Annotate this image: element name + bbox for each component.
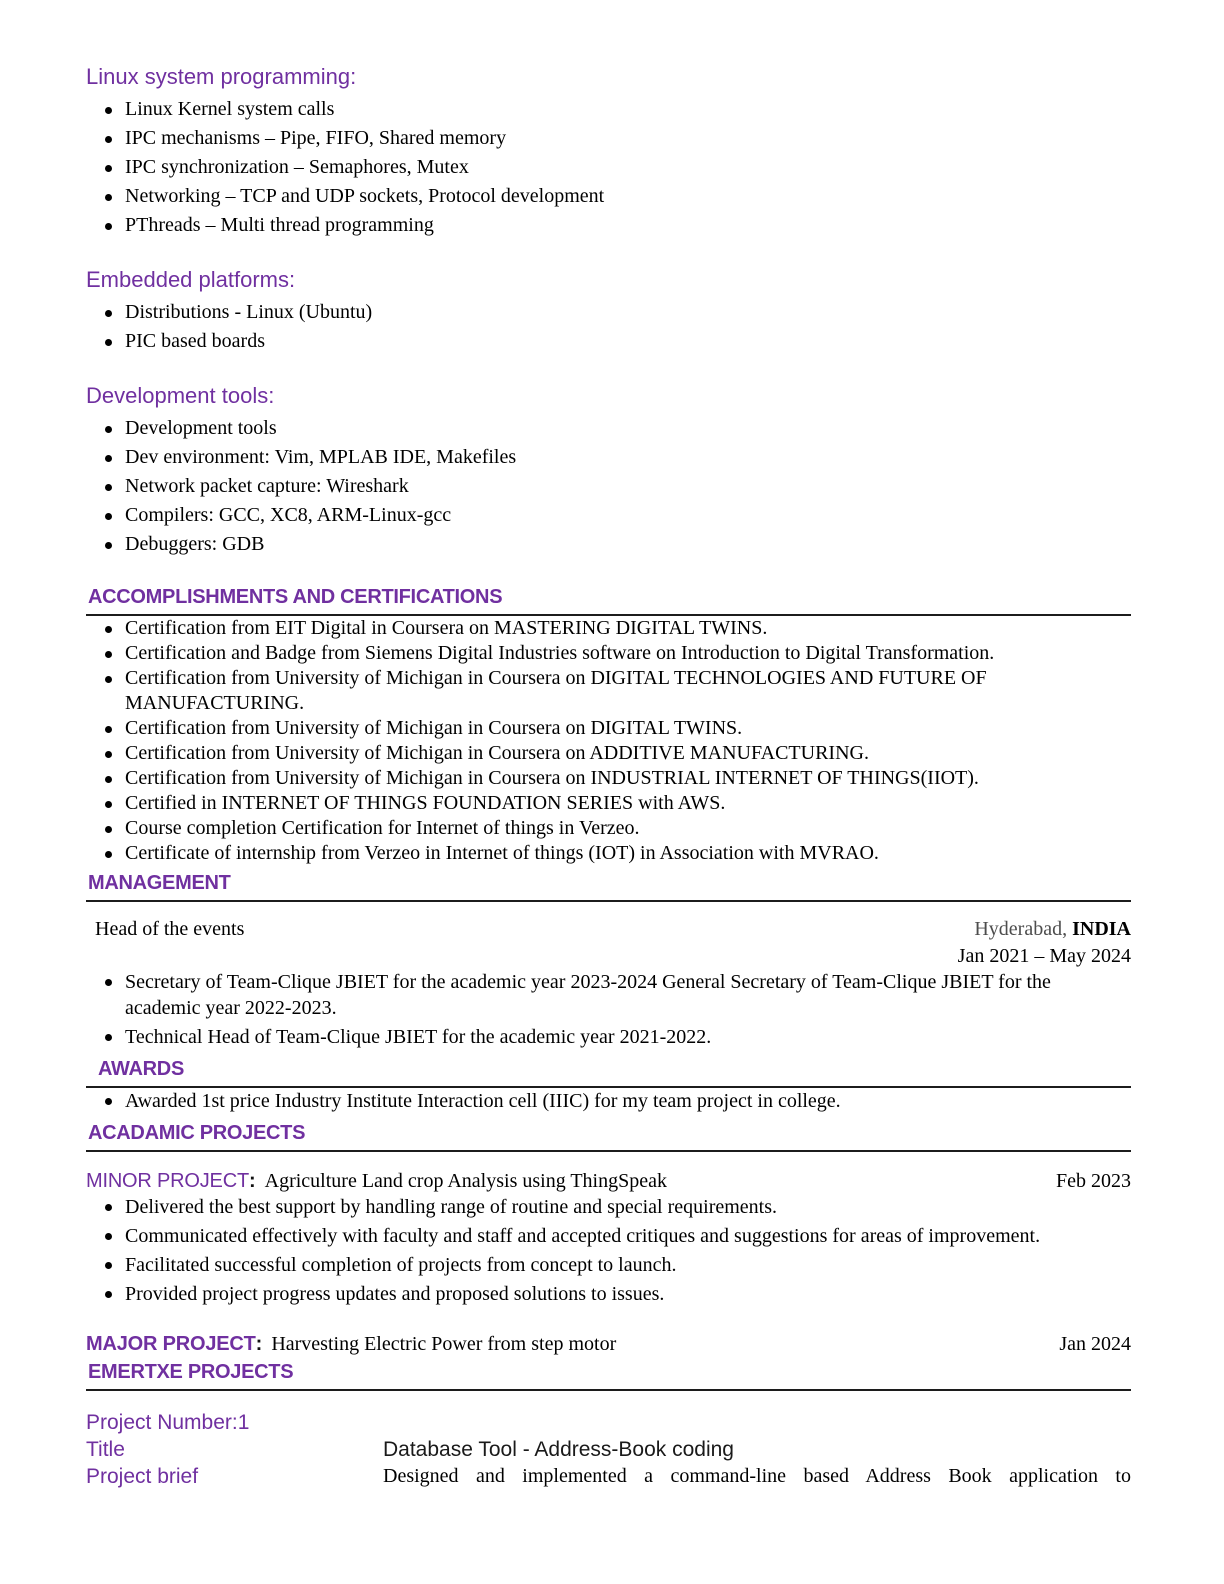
awards-section bbox=[86, 1058, 1131, 1114]
list-item: Debuggers: GDB bbox=[96, 532, 1131, 556]
list-item: Communicated effectively with faculty and staff and accepted critiques and suggestions for areas of improvement. bbox=[96, 1223, 1131, 1249]
skill-group-embedded bbox=[86, 267, 1131, 353]
list-item: Technical Head of Team-Clique JBIET for the academic year 2021-2022. bbox=[96, 1024, 1131, 1050]
minor-project-row bbox=[86, 1168, 1131, 1194]
minor-project-colon: : bbox=[248, 1170, 256, 1192]
awards-list bbox=[86, 1088, 1131, 1114]
section-header-emertxe-projects: EMERTXE PROJECTS bbox=[86, 1361, 1131, 1391]
skill-list bbox=[86, 416, 1131, 556]
minor-project-list bbox=[86, 1194, 1131, 1307]
skills-section bbox=[86, 64, 1131, 556]
skill-group-heading: Linux system programming: bbox=[86, 64, 357, 89]
management-location bbox=[974, 916, 1131, 942]
list-item: Secretary of Team-Clique JBIET for the academic year 2023-2024 General Secretary of Team-Clique JBIET for the academic year 2022-2023. bbox=[96, 969, 1131, 1021]
list-item: Certified in INTERNET OF THINGS FOUNDATION SERIES with AWS. bbox=[96, 791, 1131, 816]
skill-group-heading: Embedded platforms: bbox=[86, 267, 296, 292]
list-item: Delivered the best support by handling range of routine and special requirements. bbox=[96, 1194, 1131, 1220]
project-title-row bbox=[86, 1438, 1131, 1462]
section-header-accomplishments: ACCOMPLISHMENTS AND CERTIFICATIONS bbox=[86, 586, 1131, 616]
list-item: PThreads – Multi thread programming bbox=[96, 213, 1131, 237]
major-project-row bbox=[86, 1331, 1131, 1357]
project-brief-row bbox=[86, 1465, 1131, 1489]
list-item: IPC synchronization – Semaphores, Mutex bbox=[96, 155, 1131, 179]
list-item: Facilitated successful completion of projects from concept to launch. bbox=[96, 1252, 1131, 1278]
list-item: Certification from University of Michigan in Coursera on DIGITAL TECHNOLOGIES AND FUTURE OF MANUFACTURING. bbox=[96, 666, 1131, 716]
project-number: Project Number:1 bbox=[86, 1411, 250, 1434]
skill-group-heading: Development tools: bbox=[86, 383, 275, 408]
project-title-value: Database Tool - Address-Book coding bbox=[383, 1438, 734, 1461]
list-item: IPC mechanisms – Pipe, FIFO, Shared memory bbox=[96, 126, 1131, 150]
list-item: Networking – TCP and UDP sockets, Protocol development bbox=[96, 184, 1131, 208]
management-section bbox=[86, 872, 1131, 1050]
project-brief-value: Designed and implemented a command-line based Address Book application to bbox=[383, 1465, 1131, 1487]
management-list bbox=[86, 969, 1131, 1050]
minor-project-date: Feb 2023 bbox=[1056, 1170, 1131, 1192]
management-role: Head of the events bbox=[95, 918, 245, 940]
section-header-awards: AWARDS bbox=[86, 1058, 1131, 1088]
list-item: Compilers: GCC, XC8, ARM-Linux-gcc bbox=[96, 503, 1131, 527]
management-dates: Jan 2021 – May 2024 bbox=[957, 945, 1131, 967]
list-item: Linux Kernel system calls bbox=[96, 97, 1131, 121]
academic-projects-section bbox=[86, 1122, 1131, 1357]
management-city: Hyderabad, bbox=[974, 918, 1068, 940]
list-item: Network packet capture: Wireshark bbox=[96, 474, 1131, 498]
list-item: Development tools bbox=[96, 416, 1131, 440]
management-role-row bbox=[86, 916, 1131, 942]
project-title-label: Title bbox=[86, 1438, 125, 1461]
list-item: Certification and Badge from Siemens Digital Industries software on Introduction to Digital Transformation. bbox=[96, 641, 1131, 666]
major-project-date: Jan 2024 bbox=[1059, 1333, 1131, 1355]
list-item: Certification from University of Michigan in Coursera on ADDITIVE MANUFACTURING. bbox=[96, 741, 1131, 766]
skill-list bbox=[86, 97, 1131, 237]
list-item: Certificate of internship from Verzeo in Internet of things (IOT) in Association with MVRAO. bbox=[96, 841, 1131, 866]
skill-group-devtools bbox=[86, 383, 1131, 556]
major-project-colon: : bbox=[255, 1333, 263, 1355]
list-item: Awarded 1st price Industry Institute Interaction cell (IIIC) for my team project in college. bbox=[96, 1088, 1131, 1114]
list-item: Course completion Certification for Internet of things in Verzeo. bbox=[96, 816, 1131, 841]
list-item: Certification from University of Michigan in Coursera on INDUSTRIAL INTERNET OF THINGS(IIOT). bbox=[96, 766, 1131, 791]
accomplishments-section bbox=[86, 586, 1131, 866]
list-item: Dev environment: Vim, MPLAB IDE, Makefiles bbox=[96, 445, 1131, 469]
list-item: Certification from University of Michigan in Coursera on DIGITAL TWINS. bbox=[96, 716, 1131, 741]
major-project-label: MAJOR PROJECT bbox=[86, 1333, 256, 1355]
list-item: Provided project progress updates and proposed solutions to issues. bbox=[96, 1281, 1131, 1307]
certifications-list bbox=[86, 616, 1131, 866]
section-header-academic-projects: ACADAMIC PROJECTS bbox=[86, 1122, 1131, 1152]
list-item: PIC based boards bbox=[96, 329, 1131, 353]
skill-list bbox=[86, 300, 1131, 353]
minor-project-label: MINOR PROJECT bbox=[86, 1170, 249, 1192]
section-header-management: MANAGEMENT bbox=[86, 872, 1131, 902]
emertxe-projects-section bbox=[86, 1361, 1131, 1489]
management-country: INDIA bbox=[1072, 918, 1131, 940]
minor-project-name: Agriculture Land crop Analysis using ThingSpeak bbox=[264, 1170, 667, 1192]
major-project-name: Harvesting Electric Power from step motor bbox=[271, 1333, 617, 1355]
list-item: Certification from EIT Digital in Coursera on MASTERING DIGITAL TWINS. bbox=[96, 616, 1131, 641]
list-item: Distributions - Linux (Ubuntu) bbox=[96, 300, 1131, 324]
project-brief-label: Project brief bbox=[86, 1465, 199, 1488]
skill-group-linux bbox=[86, 64, 1131, 237]
